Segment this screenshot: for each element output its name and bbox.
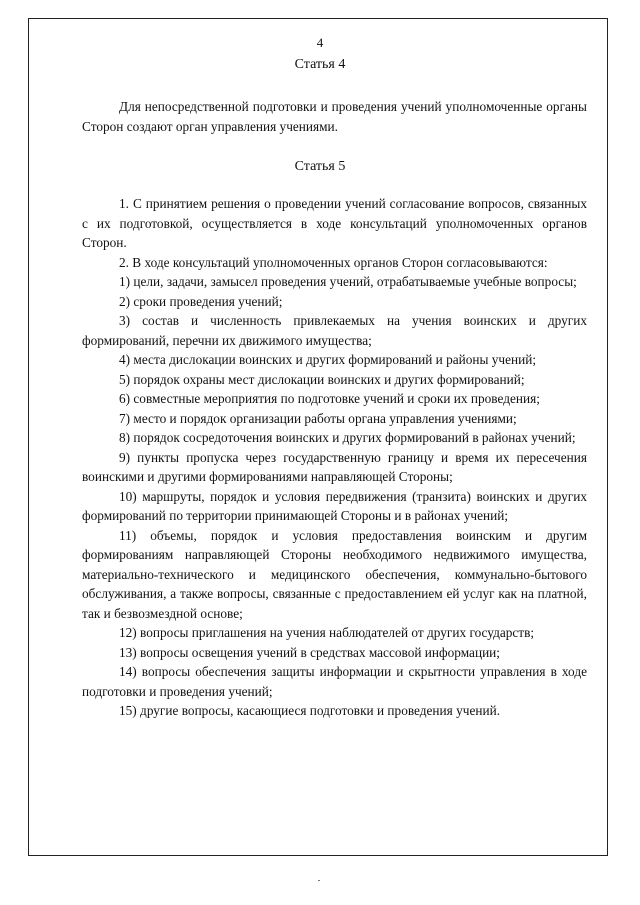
list-item-3: 3) состав и численность привлекаемых на учения воинских и других формирований, перечни их движимого имущества; [82, 313, 587, 348]
article-4-text [82, 97, 587, 136]
article-5-heading: Статья 5 [294, 159, 346, 174]
article-5-clause-1: 1. С принятием решения о проведении учений согласование вопросов, связанных с их подготовкой, осуществляется в ходе консультаций уполномоченных органов Сторон. [82, 196, 587, 250]
list-item-8: 8) порядок сосредоточения воинских и других формирований в районах учений; [119, 430, 576, 445]
list-item-13: 13) вопросы освещения учений в средствах массовой информации; [119, 644, 500, 660]
page-number: 4 [316, 35, 324, 50]
list-item-6: 6) совместные мероприятия по подготовке учений и сроки их проведения; [119, 391, 540, 406]
article-5-text [82, 194, 587, 721]
list-item-10: 10) маршруты, порядок и условия передвижения (транзита) воинских и других формирований по территории принимающей Стороны и в районах учений; [82, 488, 587, 523]
article-4-paragraph-1: Для непосредственной подготовки и проведения учений уполномоченные органы Сторон создают орган управления учениями. [82, 99, 587, 134]
list-item-4: 4) места дислокации воинских и других формирований и районы учений; [119, 352, 537, 367]
list-item-1: 1) цели, задачи, замысел проведения учений, отрабатываемые учебные вопросы; [119, 274, 577, 289]
list-item-5: 5) порядок охраны мест дислокации воинских и других формирований; [119, 371, 525, 387]
list-item-7: 7) место и порядок организации работы органа управления учениями; [119, 410, 517, 426]
list-item-15: 15) другие вопросы, касающиеся подготовки и проведения учений. [119, 703, 501, 718]
list-item-9: 9) пункты пропуска через государственную границу и время их пересечения воинскими и другими формированиями направляющей Стороны; [82, 449, 587, 484]
scan-artifact [318, 880, 320, 881]
article-5-clause-2: 2. В ходе консультаций уполномоченных органов Сторон согласовываются: [119, 254, 548, 270]
article-4-heading: Статья 4 [294, 57, 346, 72]
list-item-14: 14) вопросы обеспечения защиты информации и скрытности управления в ходе подготовки и проведения учений; [82, 664, 587, 699]
list-item-12: 12) вопросы приглашения на учения наблюдателей от других государств; [119, 625, 535, 640]
list-item-2: 2) сроки проведения учений; [119, 293, 283, 309]
list-item-11: 11) объемы, порядок и условия предоставления воинским и другим формированиям направляющей Стороны необходимого недвижимого имущества, материально-технического и медицинского обеспечения, коммунально-бытового обслуживания, а также вопросы, связанные с предоставлением ей услуг как на платной, так и безвозмездной основе; [82, 527, 587, 621]
